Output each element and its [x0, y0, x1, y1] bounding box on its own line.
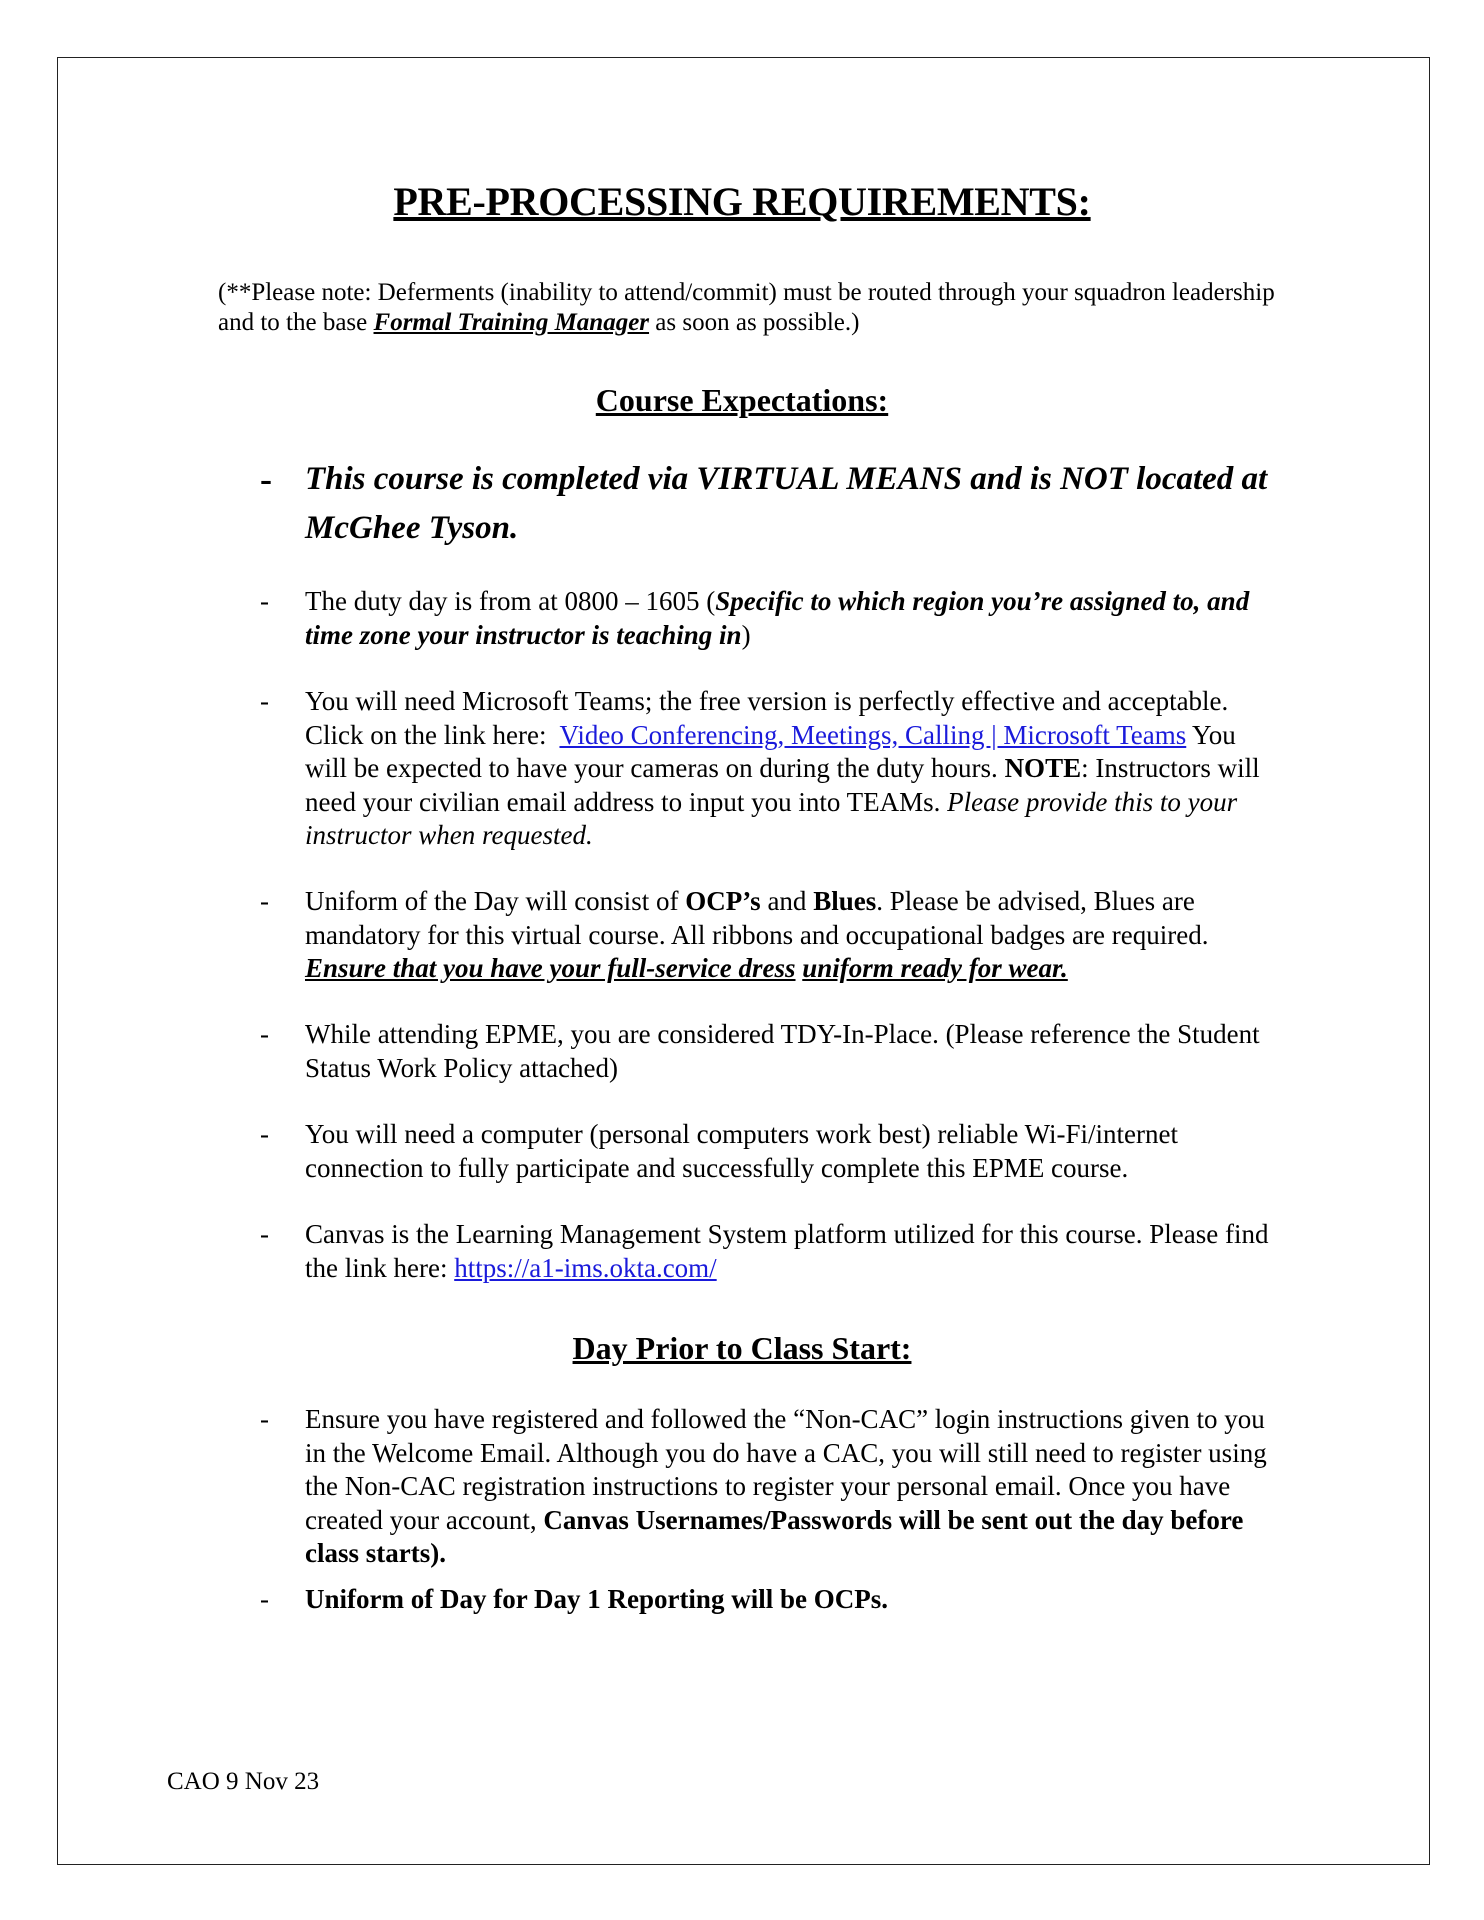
bullet-text: Ensure you have registered and followed the “Non-CAC” login instructions given to you in the Welcome Email. Although you do have a CAC, you will still need to register using the Non-CAC registration instructions to register your personal email. Once you have created your account, [305, 1404, 1267, 1535]
bullet-dash: - [260, 1219, 269, 1249]
bullet-text: Uniform of the Day will consist of [305, 886, 686, 916]
uniform-emphasis-1: Ensure that you have your full-service dress [305, 953, 796, 983]
bullet-uniform-day1 [260, 1583, 1280, 1617]
bullet-emphasis: Specific to which region you’re assigned to, and time zone your instructor is teaching in [305, 586, 1250, 650]
bullet-text: You will need Microsoft Teams; the free version is perfectly effective and acceptable. Click on the link here: [305, 686, 1229, 750]
bullet-register [260, 1403, 1280, 1571]
bullet-microsoft-teams [260, 685, 1280, 853]
bullet-dash: - [260, 1584, 269, 1614]
uniform-emphasis-2: uniform ready for wear. [802, 953, 1068, 983]
teams-link[interactable]: Video Conferencing, Meetings, Calling | Microsoft Teams [559, 719, 1187, 750]
bullet-text: Uniform of Day for Day 1 Reporting will be OCPs. [305, 1584, 888, 1614]
bullet-dash: - [260, 1404, 269, 1434]
bullet-dash: - [260, 459, 272, 499]
bullet-text: The duty day is from at 0800 – 1605 ( [305, 586, 716, 616]
ocp-label: OCP’s [685, 886, 761, 916]
day-prior-heading: Day Prior to Class Start: [572, 1330, 912, 1366]
bullet-dash: - [260, 1119, 269, 1149]
bullet-text: You will need a computer (personal computers work best) reliable Wi-Fi/internet connection to fully participate and successfully complete this EPME course. [305, 1119, 1178, 1183]
note-text-end: as soon as possible.) [649, 309, 860, 336]
bullet-canvas [260, 1218, 1280, 1285]
formal-training-manager: Formal Training Manager [373, 309, 650, 336]
bullet-dash: - [260, 886, 269, 916]
note-label: NOTE [1004, 753, 1082, 783]
bullet-duty-day [260, 585, 1280, 652]
course-expectations-heading: Course Expectations: [595, 382, 889, 418]
bullet-bold: Canvas Usernames/Passwords will be sent out the day before class starts). [305, 1504, 1244, 1568]
bullet-dash: - [260, 586, 269, 616]
deferment-note [218, 278, 1278, 338]
bullet-text: While attending EPME, you are considered TDY-In-Place. (Please reference the Student Status Work Policy attached) [305, 1019, 1260, 1083]
note-text: (**Please note: Deferments (inability to attend/commit) must be routed through your squadron leadership and to the base [218, 279, 1275, 336]
bullet-virtual-means [260, 455, 1280, 553]
bullet-text-2: You will be expected to have your cameras on during the duty hours. [305, 719, 1236, 783]
bullet-italic: Please provide this to your instructor when requested. [305, 786, 1238, 850]
bullet-close: ) [741, 619, 751, 650]
bullet-text-2: . Please be advised, Blues are mandatory for this virtual course. All ribbons and occupational badges are required. [305, 886, 1216, 950]
footer-code: CAO 9 Nov 23 [167, 1768, 320, 1795]
and-text: and [760, 886, 814, 916]
bullet-tdy [260, 1018, 1280, 1085]
canvas-link[interactable]: https://a1-ims.okta.com/ [454, 1252, 717, 1283]
bullet-dash: - [260, 686, 269, 716]
bullet-text: Canvas is the Learning Management System platform utilized for this course. Please find the link here: [305, 1219, 1269, 1283]
bullet-text-3: : Instructors will need your civilian email address to input you into TEAMs. [305, 753, 1260, 817]
blues-label: Blues [813, 886, 877, 916]
bullet-computer [260, 1118, 1280, 1185]
bullet-dash: - [260, 1019, 269, 1049]
page-title: PRE-PROCESSING REQUIREMENTS: [393, 179, 1091, 224]
bullet-uniform [260, 885, 1280, 986]
bullet-text: This course is completed via VIRTUAL MEANS and is NOT located at McGhee Tyson. [305, 461, 1268, 546]
